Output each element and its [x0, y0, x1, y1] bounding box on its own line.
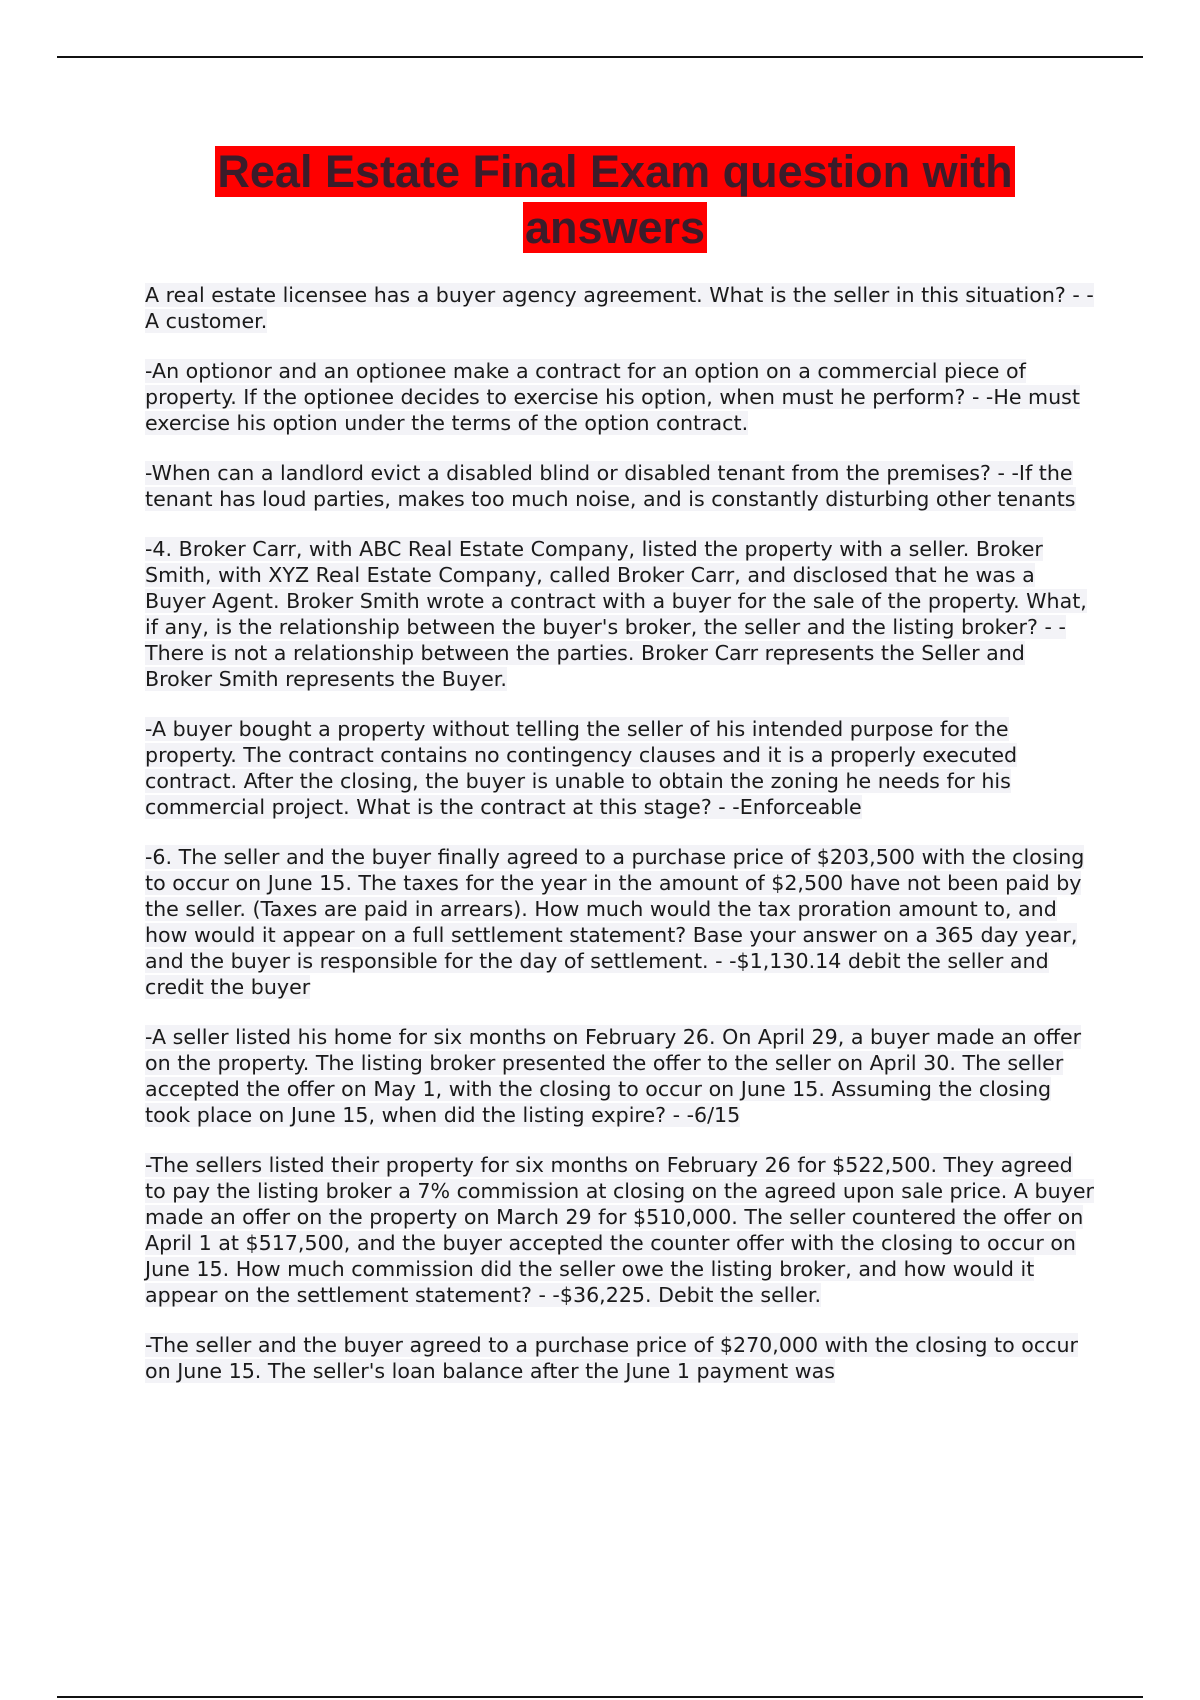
qa-text: -An optionor and an optionee make a contract for an option on a commercial piece of property. If the optionee decides to exercise his option, when must he perform? - -He must exercise his option under the terms of the option contract.: [145, 359, 1080, 435]
qa-text: -A buyer bought a property without telling the seller of his intended purpose for the property. The contract contains no contingency clauses and it is a properly executed contract. After the closing, the buyer is unable to obtain the zoning he needs for his commercial project. What is the contract at this stage? - -Enforceable: [145, 717, 1018, 819]
qa-entry-8: [145, 1152, 1097, 1308]
qa-text: -When can a landlord evict a disabled blind or disabled tenant from the premises? - -If the tenant has loud parties, makes too much noise, and is constantly disturbing other tenants: [145, 461, 1076, 511]
qa-entry-5: [145, 716, 1097, 820]
top-rule: [57, 56, 1143, 58]
qa-entry-4: [145, 536, 1097, 692]
qa-text: -The sellers listed their property for six months on February 26 for $522,500. They agreed to pay the listing broker a 7% commission at closing on the agreed upon sale price. A buyer made an offer on the property on March 29 for $510,000. The seller countered the offer on April 1 at $517,500, and the buyer accepted the counter offer with the closing to occur on June 15. How much commission did the seller owe the listing broker, and how would it appear on the settlement statement? - -$36,225. Debit the seller.: [145, 1153, 1094, 1307]
qa-entry-6: [145, 844, 1097, 1000]
bottom-rule: [57, 1696, 1143, 1698]
qa-text: -A seller listed his home for six months on February 26. On April 29, a buyer made an offer on the property. The listing broker presented the offer to the seller on April 30. The seller accepted the offer on May 1, with the closing to occur on June 15. Assuming the closing took place on June 15, when did the listing expire? - -6/15: [145, 1025, 1082, 1127]
qa-text: -6. The seller and the buyer finally agreed to a purchase price of $203,500 with the closing to occur on June 15. The taxes for the year in the amount of $2,500 have not been paid by the seller. (Taxes are paid in arrears). How much would the tax proration amount to, and how would it appear on a full settlement statement? Base your answer on a 365 day year, and the buyer is responsible for the day of settlement. - -$1,130.14 debit the seller and credit the buyer: [145, 845, 1085, 999]
qa-entry-2: [145, 358, 1097, 436]
qa-list: [145, 282, 1097, 1408]
qa-text: A real estate licensee has a buyer agency agreement. What is the seller in this situation? - -A customer.: [145, 283, 1094, 333]
qa-text: -The seller and the buyer agreed to a purchase price of $270,000 with the closing to occur on June 15. The seller's loan balance after the June 1 payment was: [145, 1333, 1079, 1383]
qa-entry-1: [145, 282, 1097, 334]
qa-text: -4. Broker Carr, with ABC Real Estate Company, listed the property with a seller. Broker Smith, with XYZ Real Estate Company, called Broker Carr, and disclosed that he was a Buyer Agent. Broker Smith wrote a contract with a buyer for the sale of the property. What, if any, is the relationship between the buyer's broker, the seller and the listing broker? - -There is not a relationship between the parties. Broker Carr represents the Seller and Broker Smith represents the Buyer.: [145, 537, 1087, 691]
qa-entry-9: [145, 1332, 1097, 1384]
qa-entry-7: [145, 1024, 1097, 1128]
document-title: Real Estate Final Exam question with answers: [217, 146, 1013, 253]
title-block: [140, 144, 1090, 256]
qa-entry-3: [145, 460, 1097, 512]
